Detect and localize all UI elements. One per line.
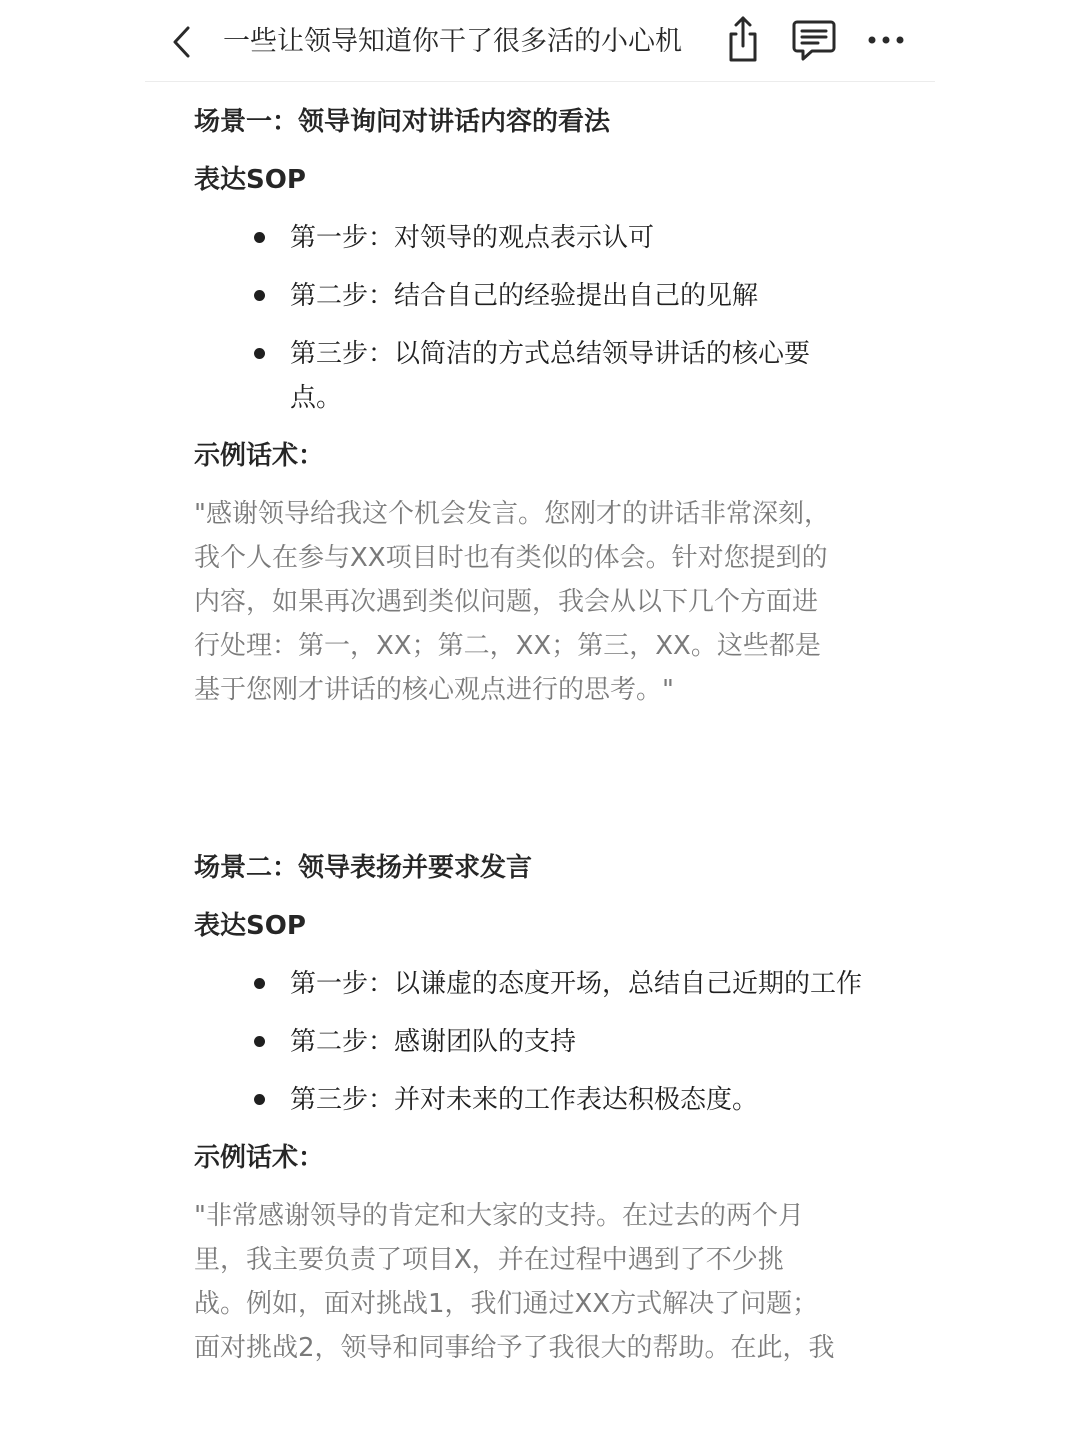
comment-icon [788,14,840,66]
sop-step-list [194,216,854,420]
document-content [194,100,894,1370]
scenario-section [194,846,894,1370]
sop-step: 第一步：对领导的观点表示认可 [194,216,854,260]
share-button[interactable] [717,14,769,66]
example-label: 示例话术： [194,441,325,471]
comment-button[interactable] [788,14,840,66]
quote-line: 战。例如，面对挑战1，我们通过XX方式解决了问题； [194,1289,819,1319]
more-button[interactable] [860,14,912,66]
sop-step: 第二步：结合自己的经验提出自己的见解 [194,274,854,318]
more-horizontal-icon [860,14,912,66]
sop-step: 第一步：以谦虚的态度开场，总结自己近期的工作 [194,962,894,1006]
sop-step: 第三步：并对未来的工作表达积极态度。 [194,1078,894,1122]
document-title: 一些让领导知道你干了很多活的小心机 [223,26,682,57]
quote-line: "非常感谢领导的肯定和大家的支持。在过去的两个月 [194,1201,804,1231]
chevron-left-icon [161,20,205,64]
quote-line: 面对挑战2，领导和同事给予了我很大的帮助。在此，我 [194,1333,835,1363]
sop-step: 第二步：感谢团队的支持 [194,1020,894,1064]
example-label: 示例话术： [194,1143,325,1173]
scenario-heading: 场景二：领导表扬并要求发言 [194,853,533,883]
quote-line: 我个人在参与XX项目时也有类似的体会。针对您提到的 [194,543,828,573]
bottom-fade-overlay [0,1401,1080,1441]
sop-step-list [194,962,894,1122]
quote-line: 里，我主要负责了项目X，并在过程中遇到了不少挑 [194,1245,784,1275]
sop-step: 第三步：以简洁的方式总结领导讲话的核心要点。 [194,332,854,420]
sop-label: 表达SOP [194,165,306,195]
example-quote [194,492,894,712]
example-quote [194,1194,894,1370]
share-icon [717,14,769,66]
back-button[interactable] [161,20,205,64]
quote-line: 行处理：第一，XX；第二，XX；第三，XX。这些都是 [194,631,821,661]
scenario-section [194,100,894,712]
quote-line: "感谢领导给我这个机会发言。您刚才的讲话非常深刻， [194,499,830,529]
sop-label: 表达SOP [194,911,306,941]
top-navigation-bar [145,0,935,82]
scenario-heading: 场景一：领导询问对讲话内容的看法 [194,107,611,137]
quote-line: 内容，如果再次遇到类似问题，我会从以下几个方面进 [194,587,819,617]
quote-line: 基于您刚才讲话的核心观点进行的思考。" [194,675,674,705]
